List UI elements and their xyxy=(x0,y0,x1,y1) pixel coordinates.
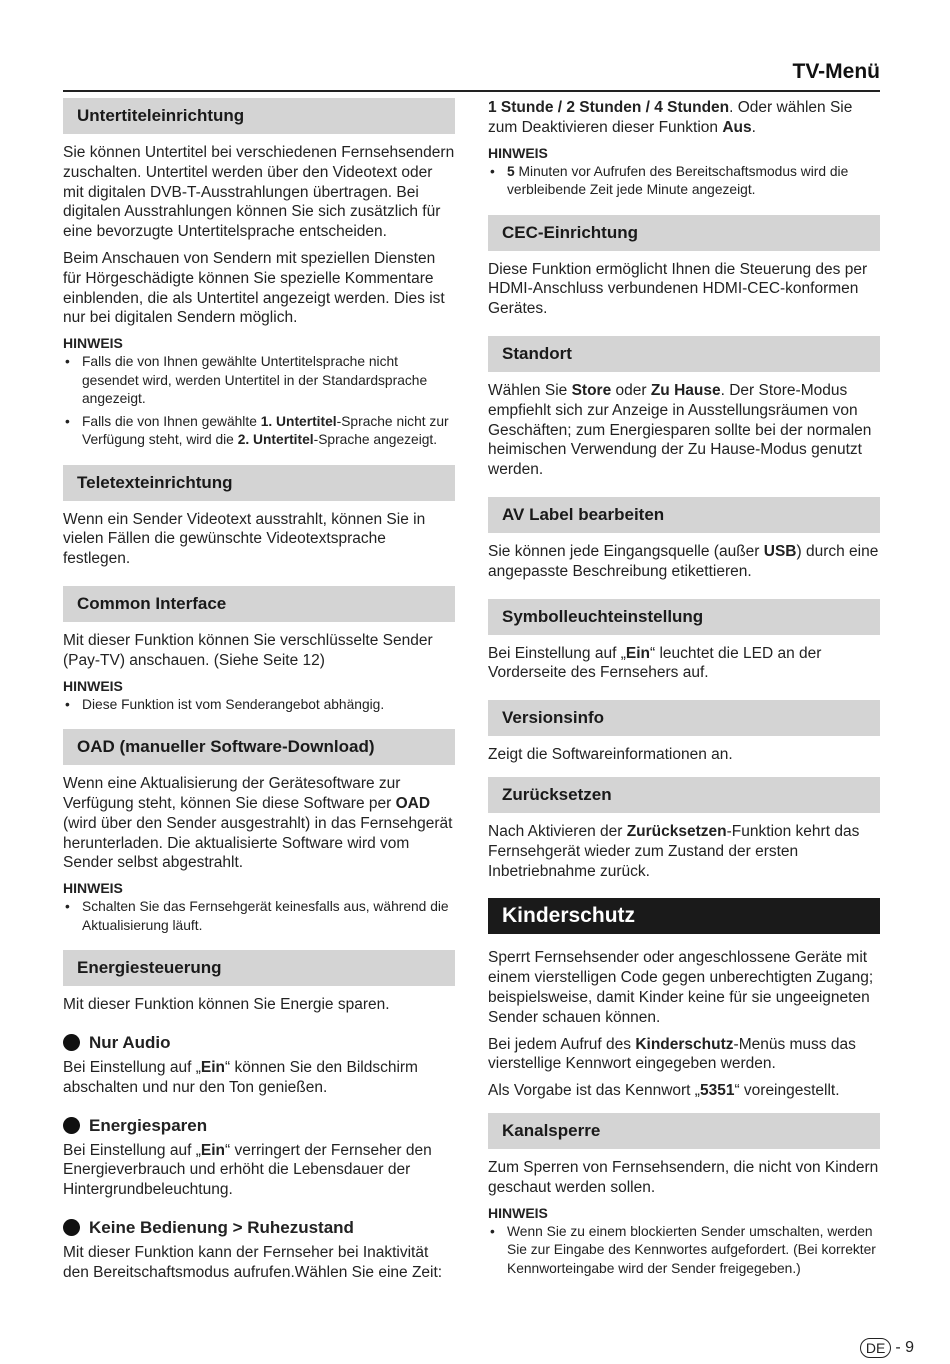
section-header-oad: OAD (manueller Software-Download) xyxy=(63,729,455,765)
page-title: TV-Menü xyxy=(792,60,880,83)
section-header-common-interface: Common Interface xyxy=(63,586,455,622)
paragraph: Sperrt Fernsehsender oder angeschlossene Geräte mit einem vierstelligen Code gegen unberechtigten Zugang; beispielsweise, damit Kinder keine für sie ungeeigneten Sender schauen können. xyxy=(488,949,874,1026)
paragraph: Sie können Untertitel bei verschiedenen Fernsehsendern zuschalten. Untertitel werden über den Videotext oder mit digitalen DVB-T-Ausstrahlungen übertragen. Bei digitalen Ausstrahlungen können Sie sich zusätzlich für eine bevorzugte Untertitelsprache entscheiden. xyxy=(63,144,455,241)
note-item: • Falls die von Ihnen gewählte Untertitelsprache nicht gesendet wird, werden Untertitel in der Standardsprache angezeigt. xyxy=(65,354,428,407)
page-footer xyxy=(860,1338,914,1358)
paragraph: Bei jedem Aufruf des Kinderschutz-Menüs muss das vierstellige Kennwort eingegeben werden. xyxy=(488,1035,856,1073)
paragraph: Bei Einstellung auf „Ein“ können Sie den Bildschirm abschalten und nur den Ton genießen. xyxy=(63,1058,418,1096)
section-header-symbolleuchte: Symbolleuchteinstellung xyxy=(488,599,880,635)
paragraph: Bei Einstellung auf „Ein“ leuchtet die LED an der Vorderseite des Fernsehers auf. xyxy=(488,644,822,682)
bullet-icon: • xyxy=(490,163,495,179)
paragraph: Wenn eine Aktualisierung der Gerätesoftware zur Verfügung steht, können Sie diese Software per OAD (wird über den Sender ausgestrahlt) in das Fernsehgerät herunterladen. Die aktualisierte Software wird vom Sender selbst abgestrahlt. xyxy=(63,775,453,872)
right-column xyxy=(488,98,880,1283)
circle-bullet-icon xyxy=(63,1219,80,1236)
hinweis-label: HINWEIS xyxy=(63,880,123,897)
paragraph: Zeigt die Softwareinformationen an. xyxy=(488,746,733,764)
circle-bullet-icon xyxy=(63,1117,80,1134)
top-rule xyxy=(63,90,880,92)
section-header-kanalsperre: Kanalsperre xyxy=(488,1113,880,1149)
paragraph: Beim Anschauen von Sendern mit speziellen Diensten für Hörgeschädigte können Sie spezielle Kommentare einblenden, die als Untertitel angezeigt werden. Dies ist nur bei digitalen Sendern möglich. xyxy=(63,249,445,327)
paragraph: Wenn ein Sender Videotext ausstrahlt, können Sie in vielen Fällen die gewünschte Videotextsprache festlegen. xyxy=(63,510,426,568)
paragraph: Bei Einstellung auf „Ein“ verringert der Fernseher den Energieverbrauch und erhöht die Lebensdauer der Hintergrundbeleuchtung. xyxy=(63,1141,432,1199)
subheading-energiesparen: Energiesparen xyxy=(63,1116,455,1136)
paragraph: Nach Aktivieren der Zurücksetzen-Funktion kehrt das Fernsehgerät wieder zum Zustand der ersten Inbetriebnahme zurück. xyxy=(488,822,860,880)
paragraph: Zum Sperren von Fernsehsendern, die nicht von Kindern geschaut werden sollen. xyxy=(488,1158,879,1196)
language-badge: DE xyxy=(860,1338,891,1358)
chapter-header-kinderschutz: Kinderschutz xyxy=(488,898,880,934)
paragraph: Als Vorgabe ist das Kennwort „5351“ voreingestellt. xyxy=(488,1082,840,1100)
page-number: - 9 xyxy=(895,1339,914,1356)
bullet-icon: • xyxy=(65,899,70,915)
section-header-energie: Energiesteuerung xyxy=(63,950,455,986)
section-header-untertitel: Untertiteleinrichtung xyxy=(63,98,455,134)
section-header-standort: Standort xyxy=(488,336,880,372)
hinweis-label: HINWEIS xyxy=(488,144,548,161)
subheading-nur-audio: Nur Audio xyxy=(63,1033,455,1053)
paragraph: Sie können jede Eingangsquelle (außer USB) durch eine angepasste Beschreibung etikettieren. xyxy=(488,542,879,580)
section-header-cec: CEC-Einrichtung xyxy=(488,215,880,251)
hinweis-label: HINWEIS xyxy=(63,677,123,694)
note-list xyxy=(63,696,455,715)
note-list xyxy=(63,898,455,935)
hinweis-label: HINWEIS xyxy=(63,335,123,352)
paragraph: Wählen Sie Store oder Zu Hause. Der Store-Modus empfiehlt sich zur Anzeige in Ausstellungsräumen von Geschäften; zum Energiesparen sollte bei der normalen heimischen Verwendung der Zu Hause-Modus genutzt werden. xyxy=(488,381,872,479)
hinweis-label: HINWEIS xyxy=(488,1204,548,1221)
note-item: • Falls die von Ihnen gewählte 1. Untertitel-Sprache nicht zur Verfügung steht, wird die 2. Untertitel-Sprache angezeigt. xyxy=(65,413,449,448)
note-item: • Wenn Sie zu einem blockierten Sender umschalten, werden Sie zur Eingabe des Kennwortes aufgefordert. (Bei korrekter Kennworteingabe wird der Sender freigegeben.) xyxy=(490,1223,876,1276)
paragraph: Diese Funktion ermöglicht Ihnen die Steuerung des per HDMI-Anschluss verbundenen HDMI-CEC-konformen Gerätes. xyxy=(488,260,868,318)
paragraph: Mit dieser Funktion können Sie verschlüsselte Sender (Pay-TV) anschauen. (Siehe Seite 12) xyxy=(63,632,433,669)
section-header-versionsinfo: Versionsinfo xyxy=(488,700,880,736)
note-list xyxy=(488,163,880,200)
note-item: • Diese Funktion ist vom Senderangebot abhängig. xyxy=(63,696,455,715)
paragraph: 1 Stunde / 2 Stunden / 4 Stunden. Oder wählen Sie zum Deaktivieren dieser Funktion Aus. xyxy=(488,99,853,136)
note-item: • Schalten Sie das Fernsehgerät keinesfalls aus, während die Aktualisierung läuft. xyxy=(65,899,449,933)
section-header-zuruecksetzen: Zurücksetzen xyxy=(488,777,880,813)
left-column xyxy=(63,98,455,1290)
section-header-teletext: Teletexteinrichtung xyxy=(63,465,455,501)
paragraph: Mit dieser Funktion kann der Fernseher bei Inaktivität den Bereitschaftsmodus aufrufen.Wählen Sie eine Zeit: xyxy=(63,1243,443,1281)
circle-bullet-icon xyxy=(63,1034,80,1051)
paragraph: Mit dieser Funktion können Sie Energie sparen. xyxy=(63,996,390,1014)
note-list xyxy=(488,1223,880,1279)
note-list xyxy=(63,353,455,450)
bullet-icon: • xyxy=(65,354,70,370)
bullet-icon: • xyxy=(490,1223,495,1239)
section-header-av-label: AV Label bearbeiten xyxy=(488,497,880,533)
bullet-icon: • xyxy=(65,696,70,712)
bullet-icon: • xyxy=(65,413,70,429)
note-item: • 5 Minuten vor Aufrufen des Bereitschaftsmodus wird die verbleibende Zeit jede Minute angezeigt. xyxy=(490,163,849,198)
subheading-keine-bedienung: Keine Bedienung > Ruhezustand xyxy=(63,1218,455,1238)
